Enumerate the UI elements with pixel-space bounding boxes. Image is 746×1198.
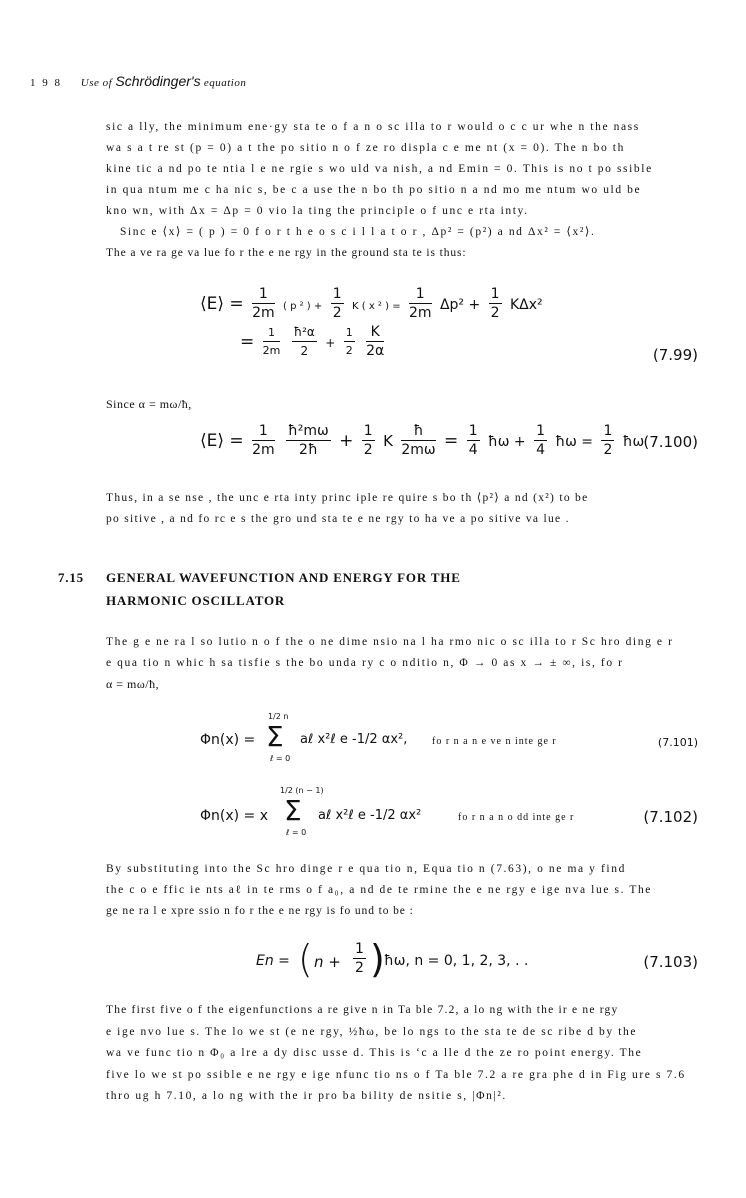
text-line: The a ve ra ge va lue fo r the e ne rgy in the ground sta te is thus: [106,247,467,259]
text-line: kine tic a nd po te ntia l e ne rgie s wo uld va nish, a nd Emin = 0. This is no t po ssible [106,163,653,175]
equation-number: (7.103) [643,953,698,971]
equation-line-2: = $\frac{1}{2m}$ $\frac{\text{ħ²α}}{2}$ + $\frac{1}{2}$ $\frac{K}{2\alpha}$ (7.99) [240,324,698,364]
text-line: po sitive , a nd fo rc e s the gro und sta te e ne rgy to ha ve a po sitive va lue . [106,513,570,525]
paragraph-eigenfunctions [106,1000,698,1108]
running-title: Use of Schrödinger's equation [80,73,247,89]
section-heading [58,566,461,612]
text-line: wa ve func tio n Φ₀ a lre a dy disc usse d. This is ‘c a lle d the ze ro point energy. The [106,1047,643,1059]
equation-7-100: ⟨E⟩ = $\frac{1}{2m}$ $\frac{\text{ħ²mω}}{2ħ}$ + $\frac{1}{2}$ K $\frac{ħ}{2m\omega}$ = $\frac{1}{4}$ ħω + $\frac{1}{4}$ ħω = $\frac{1}{2}$ ħω (7.100) [200,423,698,458]
text-line: the c o e ffic ie nts aℓ in te rms o f a₀, a nd de te rmine the e ne rgy e ige nva lue s. The [106,884,652,896]
page-number: 1 9 8 [30,77,62,89]
text-line: The first five o f the eigenfunctions a re give n in Ta ble 7.2, a lo ng with the ir e ne rgy [106,1004,619,1016]
paragraph-uncertainty [106,488,698,530]
section-title-line-1: GENERAL WAVEFUNCTION AND ENERGY FOR THE [106,570,461,585]
text-line: The g e ne ra l so lutio n o f the o ne dime nsio na l ha rmo nic o sc illa to r Sc hro ding e r [106,636,674,648]
text-line: ge ne ra l e xpre ssio n fo r the e ne rgy is fo und to be : [106,905,414,917]
paragraph-minimum-energy [106,117,698,264]
since-alpha: Since α = mω/ħ, [106,397,192,411]
equation-line-1: ⟨E⟩ = $\frac{1}{2m}$ ( p ² ) + $\frac{1}{2}$ K ( x ² ) = $\frac{1}{2m}$ Δp² + $\frac{1}{2}$ KΔx² [200,286,543,321]
equation-number: (7.102) [643,808,698,826]
section-title-line-2: HARMONIC OSCILLATOR [106,593,286,608]
running-header [30,73,246,89]
text-line: sic a lly, the minimum ene·gy sta te o f a n o sc illa to r would o c c ur whe n the nass [106,121,640,133]
text-line: Sinc e ⟨x⟩ = ( p ) = 0 f o r t h e o s c i l l a t o r , Δp² = (p²) a nd Δx² = ⟨x²⟩. [120,226,596,238]
text-line: α = mω/ħ, [106,677,160,691]
equation-7-99 [200,286,698,364]
text-line: By substituting into the Sc hro dinge r e qua tio n, Equa tio n (7.63), o ne ma y find [106,863,626,875]
equation-7-101: Φn(x) = 1/2 n Σ ℓ = 0 aℓ x²ℓ e -1/2 αx², fo r n a n e ve n inte ge r (7.101) [200,712,698,763]
equation-7-102: Φn(x) = x 1/2 (n − 1) Σ ℓ = 0 aℓ x²ℓ e -1/2 αx² fo r n a n o dd inte ge r (7.102) [200,786,698,837]
equation-number: (7.100) [643,433,698,451]
text-line: thro ug h 7.10, a lo ng with the ir pro ba bility de nsitie s, |Φn|². [106,1090,507,1102]
equation-number: (7.101) [657,736,698,749]
paragraph-general-solution [106,632,698,695]
text-line: e qua tio n whic h sa tisfie s the bo unda ry c o nditio n, Φ → 0 as x → ± ∞, is, fo r [106,657,624,669]
summation-symbol: Σ [284,794,302,827]
text-line: in qua ntum me c ha nic s, be c a use the n bo th po sitio n a nd mo me ntum wo uld be [106,184,642,196]
equation-number: (7.99) [652,346,698,364]
text-line: kno wn, with Δx = Δp = 0 vio la ting the principle o f unc e rta inty. [106,205,529,217]
text-line: five lo we st po ssible e ne rgy e ige nfunc tio ns o f Ta ble 7.2 a re gra phe d in Fig ure s 7.6 [106,1068,686,1081]
section-number: 7.15 [58,570,84,585]
text-line: e ige nvo lue s. The lo we st (e ne rgy, ½ħω, be lo ngs to the sta te de sc ribe d by the [106,1025,638,1038]
equation-7-103: En = ( n + $\frac{1}{2}$ ) ħω, n = 0, 1, 2, 3, . . (7.103) [256,937,698,981]
paragraph-substituting [106,859,698,922]
text-line: wa s a t re st (p = 0) a t the po sitio n o f ze ro displa c e me nt (x = 0). The n bo th [106,142,625,154]
text-line: Thus, in a se nse , the unc e rta inty princ iple re quire s bo th ⟨p²⟩ a nd (x²) to be [106,492,589,504]
summation-symbol: Σ [266,720,284,753]
